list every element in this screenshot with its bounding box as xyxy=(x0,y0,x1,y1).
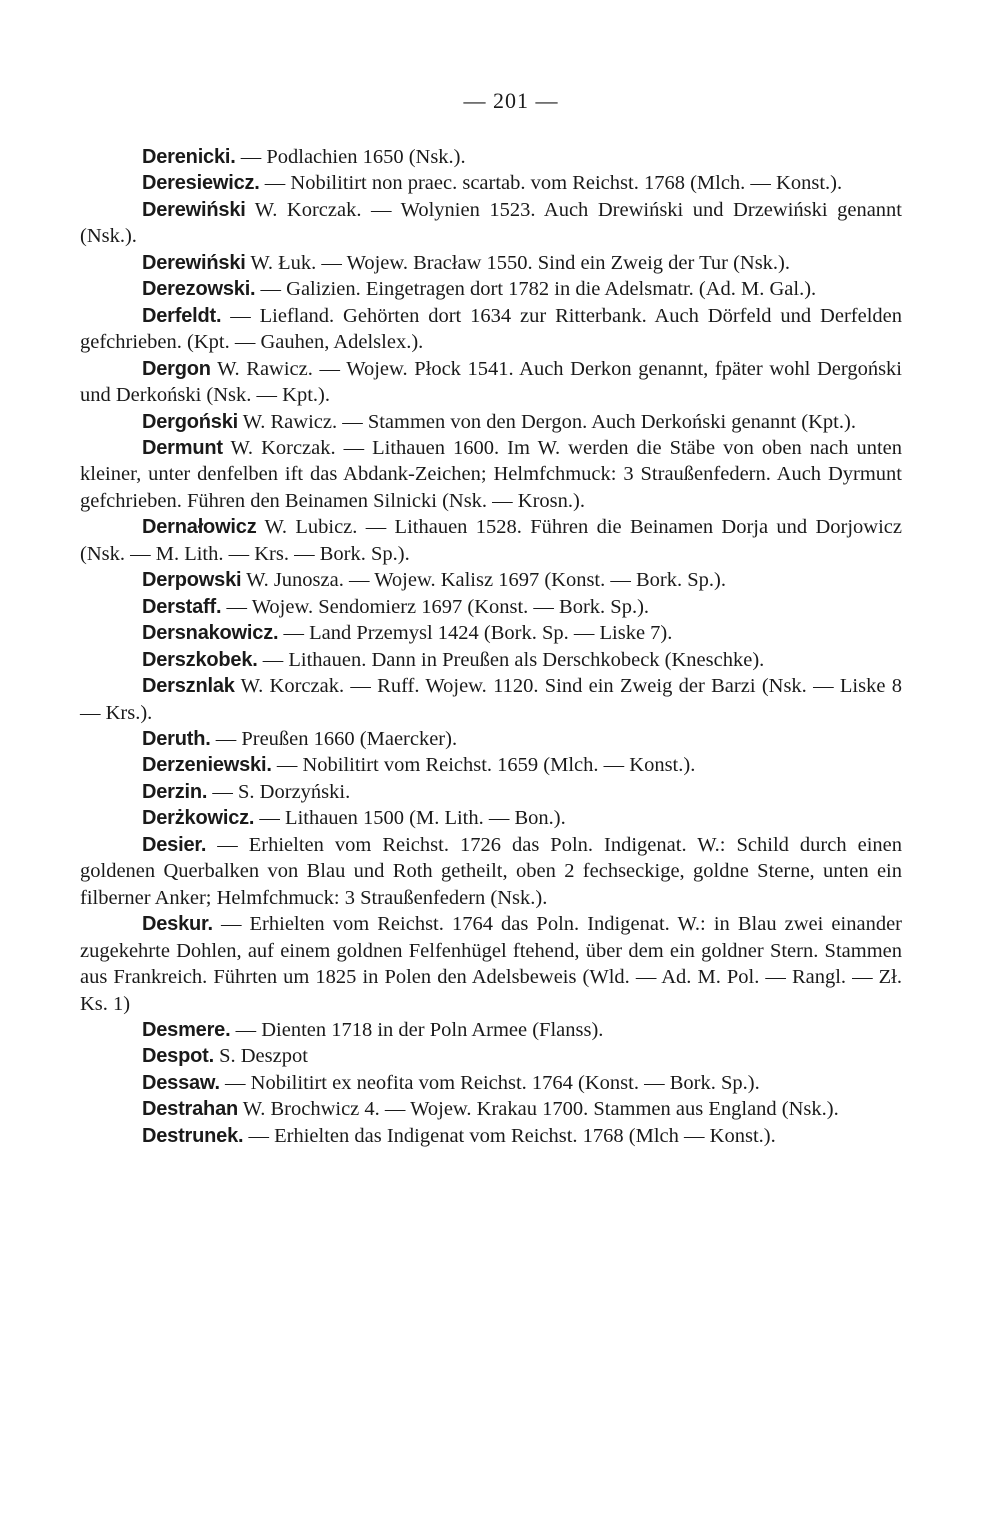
page-number: — 201 — xyxy=(463,88,559,113)
entry xyxy=(80,911,902,1017)
entry-text: — S. Dorzyński. xyxy=(207,780,351,803)
entry xyxy=(80,1096,902,1122)
entry xyxy=(80,276,902,302)
entry-name: Dermunt xyxy=(142,436,223,459)
entry xyxy=(80,250,902,276)
entry-text: — Erhielten vom Reichst. 1764 das Poln. Indigenat. W.: in Blau zwei einander zugekehrte Dohlen, auf einem goldnen Felfenhügel ftehend, über dem ein goldner Stern. Stammen aus Frankreich. Führten um 1825 in Polen den Adelsbeweis (Wld. — Ad. M. Pol. — Rangl. — Zł. Ks. 1) xyxy=(80,913,902,1015)
entry xyxy=(80,514,902,567)
entry xyxy=(80,1017,902,1043)
entry-name: Dergoński xyxy=(142,410,239,433)
entry-name: Derewiński xyxy=(142,251,246,274)
entry-name: Destrunek. xyxy=(142,1124,244,1147)
entry-text: — Podlachien 1650 (Nsk.). xyxy=(235,146,466,168)
entry xyxy=(80,356,902,409)
entry-name: Despot. xyxy=(142,1045,214,1068)
entry-name: Dernałowicz xyxy=(142,516,257,539)
entry xyxy=(80,779,902,805)
entry xyxy=(80,726,902,752)
entry-name: Derewiński xyxy=(142,198,246,221)
entry-text: — Erhielten das Indigenat vom Reichst. 1768 (Mlch — Konst.). xyxy=(243,1124,776,1147)
entry-text: W. Brochwicz 4. — Wojew. Krakau 1700. Stammen aus England (Nsk.). xyxy=(238,1098,839,1121)
entry-text: — Erhielten vom Reichst. 1726 das Poln. Indigenat. W.: Schild durch einen goldenen Querbalken von Blau und Roth getheilt, oben 2 fechseckige, goldne Sterne, unten ein filberner Anker; Helmfchmuck: 3 Straußenfedern (Nsk.). xyxy=(80,833,902,909)
entry-text: — Preußen 1660 (Maercker). xyxy=(210,727,458,750)
entry xyxy=(80,170,902,196)
entry xyxy=(80,409,902,435)
entry-text: — Land Przemysl 1424 (Bork. Sp. — Liske 7). xyxy=(278,622,673,645)
entry-text: S. Deszpot xyxy=(213,1045,308,1068)
entry-text: W. Junosza. — Wojew. Kalisz 1697 (Konst. — Bork. Sp.). xyxy=(241,569,726,592)
entry-text: W. Korczak. — Ruff. Wojew. 1120. Sind ein Zweig der Barzi (Nsk. — Liske 8 — Krs.). xyxy=(80,675,902,724)
entry xyxy=(80,752,902,778)
entry-name: Dergon xyxy=(142,357,211,380)
entry xyxy=(80,805,902,831)
entry-name: Derszkobek. xyxy=(142,648,258,671)
entry xyxy=(80,832,902,911)
entry-name: Derzeniewski. xyxy=(142,754,272,777)
entry-text: — Lithauen 1500 (M. Lith. — Bon.). xyxy=(254,807,566,830)
entry-text: — Wojew. Sendomierz 1697 (Konst. — Bork. Sp.). xyxy=(221,595,650,618)
entry xyxy=(80,594,902,620)
entry-text: W. Korczak. — Lithauen 1600. Im W. werden die Stäbe von oben nach unten kleiner, unter denfelben ift das Abdank-Zeichen; Helmfchmuck: 3 Straußenfedern. Auch Dyrmunt gefchrieben. Führen den Beinamen Silnicki (Nsk. — Krosn.). xyxy=(80,436,902,512)
entry xyxy=(80,673,902,726)
entry-text: — Nobilitirt ex neofita vom Reichst. 1764 (Konst. — Bork. Sp.). xyxy=(219,1071,760,1094)
entry xyxy=(80,567,902,593)
entry-name: Dersnakowicz. xyxy=(142,622,279,645)
entry xyxy=(80,1123,902,1149)
entry xyxy=(80,197,902,250)
entry-text: W. Rawicz. — Wojew. Płock 1541. Auch Derkon genannt, fpäter wohl Dergoński und Derkoński (Nsk. — Kpt.). xyxy=(80,357,902,407)
entry-text: — Galizien. Eingetragen dort 1782 in die Adelsmatr. (Ad. M. Gal.). xyxy=(255,278,817,301)
entry-name: Desier. xyxy=(142,833,207,856)
entry-name: Dessaw. xyxy=(142,1071,220,1094)
entry xyxy=(80,144,902,170)
entry-text: — Nobilitirt non praec. scartab. vom Reichst. 1768 (Mlch. — Konst.). xyxy=(259,172,843,195)
entry-name: Derpowski xyxy=(142,569,242,592)
entry-name: Deruth. xyxy=(142,727,211,750)
entry-text: W. Łuk. — Wojew. Bracław 1550. Sind ein Zweig der Tur (Nsk.). xyxy=(245,251,791,274)
entry-name: Derenicki. xyxy=(142,146,236,168)
entry-name: Derstaff. xyxy=(142,595,222,618)
entry xyxy=(80,647,902,673)
entry xyxy=(80,620,902,646)
entry-name: Derezowski. xyxy=(142,278,256,301)
entry-name: Derzin. xyxy=(142,780,208,803)
entry xyxy=(80,435,902,514)
entry-text: — Dienten 1718 in der Poln Armee (Flanss). xyxy=(230,1018,604,1041)
entry-text: W. Lubicz. — Lithauen 1528. Führen die Beinamen Dorja und Dorjowicz (Nsk. — M. Lith. — Krs. — Bork. Sp.). xyxy=(80,516,902,565)
entry-text: W. Korczak. — Wolynien 1523. Auch Drewiński und Drzewiński genannt (Nsk.). xyxy=(80,198,902,248)
entry-name: Deskur. xyxy=(142,913,213,936)
entry-text: — Liefland. Gehörten dort 1634 zur Ritterbank. Auch Dörfeld und Derfelden gefchrieben. (Kpt. — Gauhen, Adelslex.). xyxy=(80,304,902,354)
entry xyxy=(80,303,902,356)
entry-name: Dersznlak xyxy=(142,675,235,698)
entry-text: — Nobilitirt vom Reichst. 1659 (Mlch. — Konst.). xyxy=(271,754,696,777)
entry-name: Derfeldt. xyxy=(142,304,222,327)
document-page xyxy=(80,88,902,1149)
entry xyxy=(80,1070,902,1096)
entry-name: Destrahan xyxy=(142,1098,239,1121)
entry xyxy=(80,1043,902,1069)
entry-text: — Lithauen. Dann in Preußen als Derschkobeck (Kneschke). xyxy=(257,648,765,671)
entry-list xyxy=(80,144,902,1149)
entry-name: Desmere. xyxy=(142,1018,231,1041)
entry-name: Deresiewicz. xyxy=(142,172,260,195)
entry-name: Derżkowicz. xyxy=(142,807,255,830)
entry-text: W. Rawicz. — Stammen von den Dergon. Auch Derkoński genannt (Kpt.). xyxy=(238,410,856,433)
